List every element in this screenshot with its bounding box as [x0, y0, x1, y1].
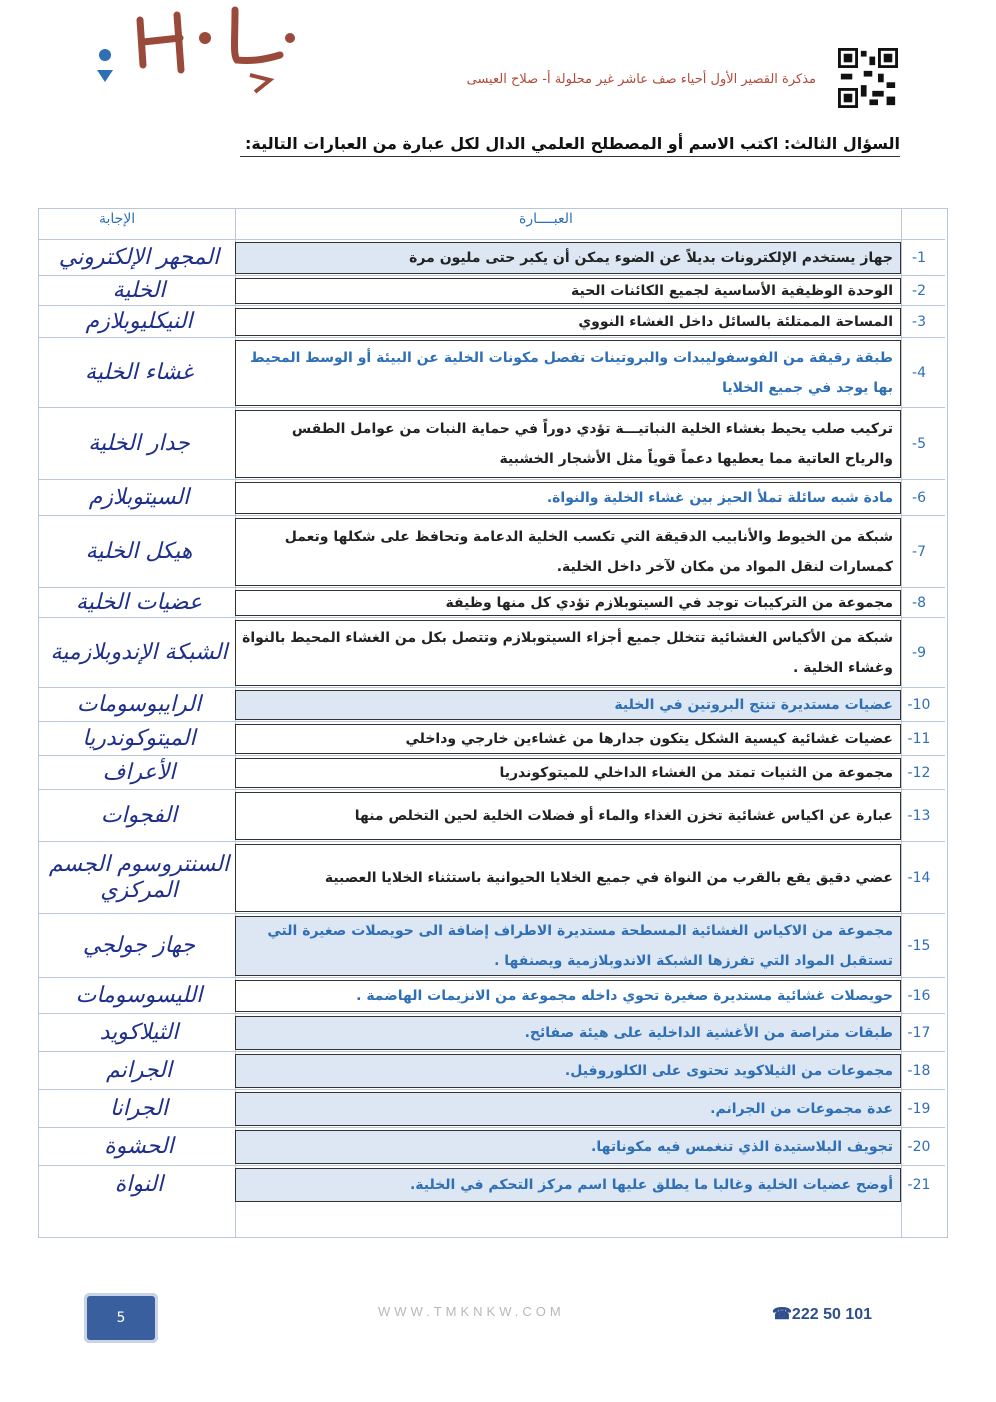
statement-text: أوضح عضيات الخلية وغالبا ما يطلق عليها اسم مركز التحكم في الخلية.	[409, 1177, 893, 1193]
handwritten-answer: الجرانا	[109, 1096, 169, 1121]
statement-text: طبقات متراصة من الأغشية الداخلية على هيئة صفائح.	[524, 1025, 893, 1041]
table-row	[39, 617, 945, 688]
statement-text: عبارة عن اكياس غشائية تخزن الغذاء والماء أو فضلات الخلية لحين التخلص منها	[354, 808, 893, 824]
phone-number: ☎222 50 101	[772, 1306, 873, 1323]
qr-code-icon	[838, 48, 898, 108]
row-number: 2-	[912, 283, 926, 299]
handwritten-answer: الجرانم	[105, 1058, 173, 1083]
table-row	[39, 479, 945, 516]
handwritten-answer: جهاز جولجي	[82, 933, 196, 958]
statement-text: مادة شبه سائلة تملأ الحيز بين غشاء الخلية والنواة.	[546, 490, 893, 506]
table-row	[39, 755, 945, 790]
table-row	[39, 407, 945, 480]
handwritten-answer: الليسوسومات	[75, 983, 203, 1008]
statement-text: مجموعة من الاكياس الغشائية المسطحة مستديرة الاطراف إضافة الى حويصلات صغيرة التي تستقبل المواد التي تفرزها الشبكة الاندوبلازمية ويصنفها .	[267, 923, 893, 969]
row-number: 21-	[907, 1177, 931, 1193]
table-row	[39, 789, 945, 842]
statement-text: تركيب صلب يحيط بغشاء الخلية النباتيـــة تؤدي دوراً في حماية النبات من عوامل الطقس والرياح العاتية مما يعطيها دعماً قوياً مثل الأشجار الخشبية	[291, 421, 893, 467]
table-row	[39, 337, 945, 408]
row-number: 20-	[907, 1139, 931, 1155]
table-row	[39, 239, 945, 276]
table-row	[39, 1089, 945, 1128]
row-number: 18-	[907, 1063, 931, 1079]
statement-text: عضي دقيق يقع بالقرب من النواة في جميع الخلايا الحيوانية باستثناء الخلايا العصبية	[324, 870, 893, 886]
row-number: 19-	[907, 1101, 931, 1117]
statement-text: مجموعات من الثيلاكويد تحتوى على الكلوروفيل.	[564, 1063, 893, 1079]
handwritten-answer: عضيات الخلية	[76, 590, 202, 615]
handwritten-answer: غشاء الخلية	[85, 360, 193, 385]
table-row	[39, 687, 945, 722]
handwritten-answer: النيكليوبلازم	[85, 309, 193, 334]
handwritten-answer: جدار الخلية	[88, 431, 190, 456]
table-row	[39, 721, 945, 756]
handwritten-answer: الحشوة	[104, 1134, 174, 1159]
table-row	[39, 841, 945, 914]
handwritten-answer: الثيلاكويد	[99, 1020, 179, 1045]
handwritten-answer: الشبكة الإندوبلازمية	[50, 640, 228, 665]
statement-text: مجموعة من التركيبات توجد في السيتوبلازم تؤدي كل منها وظيفة	[445, 595, 893, 611]
table-row	[39, 587, 945, 618]
handwritten-answer: الفجوات	[100, 803, 178, 828]
website-url: WWW.TMKNKW.COM	[378, 1304, 565, 1319]
table-row	[39, 305, 945, 338]
statement-text: عدة مجموعات من الجرانم.	[710, 1101, 893, 1117]
statement-text: مجموعة من الثنيات تمتد من الغشاء الداخلي للميتوكوندريا	[499, 765, 893, 781]
handwritten-answer: السنتروسوم الجسم المركزي	[48, 852, 230, 903]
statement-text: حويصلات غشائية مستديرة صغيرة تحوي داخله مجموعة من الانزيمات الهاضمة .	[356, 988, 893, 1004]
table-row	[39, 977, 945, 1014]
handwritten-answer: السيتوبلازم	[88, 485, 190, 510]
table-row	[39, 515, 945, 588]
row-number: 1-	[912, 250, 926, 266]
row-number: 5-	[912, 436, 926, 452]
table-row	[39, 1165, 945, 1204]
row-number: 8-	[912, 595, 926, 611]
handwritten-answer: النواة	[114, 1172, 164, 1197]
row-number: 6-	[912, 490, 926, 506]
page-number: 5	[116, 1310, 126, 1326]
row-number: 9-	[912, 645, 926, 661]
statement-text: عضيات مستديرة تنتج البروتين في الخلية	[614, 697, 893, 713]
page-number-badge	[84, 1293, 158, 1343]
statement-text: عضيات غشائية كيسية الشكل يتكون جدارها من غشاءين خارجي وداخلي	[405, 731, 893, 747]
answer-column-header: الإجابة	[99, 211, 136, 227]
row-number: 11-	[907, 731, 931, 747]
statement-text: شبكة من الخيوط والأنابيب الدقيقة التي تكسب الخلية الدعامة وتحافظ على شكلها وتعمل كمسارات لنقل المواد من مكان لآخر داخل الخلية.	[284, 529, 893, 575]
handwritten-answer: الخلية	[112, 278, 166, 303]
statement-text: شبكة من الأكياس الغشائية تتخلل جميع أجزاء السيتوبلازم وتتصل بكل من الغشاء المحيط بالنواة وغشاء الخلية .	[242, 630, 893, 676]
statement-text: طبقة رقيقة من الفوسفوليبدات والبروتينات تفصل مكونات الخلية عن البيئة أو الوسط المحيط بها يوجد في جميع الخلايا	[250, 350, 893, 396]
statement-text: تجويف البلاستيدة الذي تنغمس فيه مكوناتها.	[591, 1139, 893, 1155]
question-heading: السؤال الثالث: اكتب الاسم أو المصطلح العلمي الدال لكل عبارة من العبارات التالية:	[245, 134, 900, 153]
row-number: 14-	[907, 870, 931, 886]
row-number: 15-	[907, 938, 931, 954]
table-row	[39, 275, 945, 306]
handwritten-answer: هيكل الخلية	[85, 539, 193, 564]
row-number: 10-	[907, 697, 931, 713]
answer-table	[38, 208, 948, 1238]
statement-text: المساحة الممتلئة بالسائل داخل الغشاء النووي	[578, 314, 893, 330]
row-number: 12-	[907, 765, 931, 781]
row-number: 4-	[912, 365, 926, 381]
handwritten-answer: الميتوكوندريا	[82, 726, 196, 751]
logo-image	[85, 0, 315, 100]
table-row	[39, 1051, 945, 1090]
statement-text: جهاز يستخدم الإلكترونات بديلاً عن الضوء يمكن أن يكبر حتى مليون مرة	[409, 250, 893, 266]
statement-text: الوحدة الوظيفية الأساسية لجميع الكائنات الحية	[571, 283, 893, 299]
row-number: 13-	[907, 808, 931, 824]
document-header-title: مذكرة القصير الأول أحياء صف عاشر غير محلولة أ- صلاح العيسى	[466, 72, 816, 87]
table-row	[39, 913, 945, 978]
handwritten-answer: الأعراف	[102, 760, 176, 785]
question-underline	[240, 156, 900, 157]
row-number: 16-	[907, 988, 931, 1004]
handwritten-answer: الرايبوسومات	[76, 692, 202, 717]
row-number: 3-	[912, 314, 926, 330]
table-row	[39, 1127, 945, 1166]
row-number: 7-	[912, 544, 926, 560]
statement-column-header: العبــــارة	[519, 211, 573, 227]
handwritten-answer: المجهر الإلكتروني	[58, 245, 220, 270]
row-number: 17-	[907, 1025, 931, 1041]
table-row	[39, 1013, 945, 1052]
